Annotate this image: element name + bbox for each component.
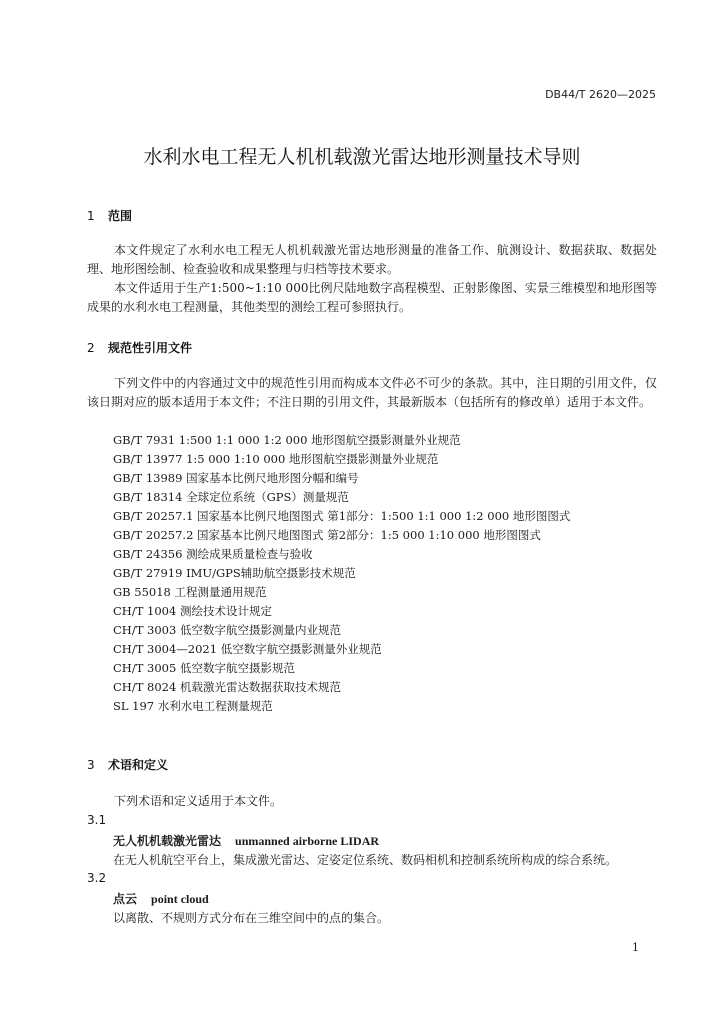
section-title: 术语和定义 bbox=[108, 758, 169, 772]
section-heading-normative bbox=[87, 339, 192, 356]
term-number: 3.2 bbox=[87, 871, 107, 885]
term-chinese: 点云 bbox=[113, 892, 138, 906]
term-definition: 以离散、不规则方式分布在三维空间中的点的集合。 bbox=[113, 911, 390, 925]
reference-item: CH/T 3003 低空数字航空摄影测量内业规范 bbox=[113, 623, 341, 637]
section-number: 1 bbox=[87, 209, 95, 223]
scope-paragraph-1: 本文件规定了水利水电工程无人机机载激光雷达地形测量的准备工作、航测设计、数据获取、数据处理、地形图绘制、检查验收和成果整理与归档等技术要求。 bbox=[87, 243, 657, 276]
section-number: 2 bbox=[87, 341, 95, 355]
reference-item: GB/T 13989 国家基本比例尺地形图分幅和编号 bbox=[113, 471, 359, 485]
reference-item: CH/T 3004—2021 低空数字航空摄影测量外业规范 bbox=[113, 642, 382, 656]
normative-intro: 下列文件中的内容通过文中的规范性引用而构成本文件必不可少的条款。其中，注日期的引用文件，仅该日期对应的版本适用于本文件；不注日期的引用文件，其最新版本（包括所有的修改单）适用于本文件。 bbox=[87, 376, 657, 409]
term-chinese: 无人机机载激光雷达 bbox=[113, 834, 222, 848]
reference-item: GB/T 18314 全球定位系统（GPS）测量规范 bbox=[113, 490, 349, 504]
reference-item: CH/T 8024 机载激光雷达数据获取技术规范 bbox=[113, 680, 341, 694]
term-english: unmanned airborne LIDAR bbox=[235, 834, 380, 848]
scope-paragraph-2: 本文件适用于生产1:500~1:10 000比例尺陆地数字高程模型、正射影像图、实景三维模型和地形图等成果的水利水电工程测量，其他类型的测绘工程可参照执行。 bbox=[87, 281, 657, 314]
term-english: point cloud bbox=[151, 892, 209, 906]
section-title: 规范性引用文件 bbox=[108, 341, 193, 355]
reference-item: GB/T 20257.1 国家基本比例尺地图图式 第1部分：1:500 1:1 000 1:2 000 地形图图式 bbox=[113, 509, 571, 523]
terms-intro: 下列术语和定义适用于本文件。 bbox=[114, 794, 283, 808]
page-number: 1 bbox=[632, 941, 639, 954]
document-title: 水利水电工程无人机机载激光雷达地形测量技术导则 bbox=[143, 146, 581, 168]
reference-item: GB 55018 工程测量通用规范 bbox=[113, 585, 267, 599]
reference-item: CH/T 1004 测绘技术设计规定 bbox=[113, 604, 272, 618]
reference-item: GB/T 27919 IMU/GPS辅助航空摄影技术规范 bbox=[113, 566, 356, 580]
section-heading-terms bbox=[87, 756, 168, 773]
reference-item: CH/T 3005 低空数字航空摄影规范 bbox=[113, 661, 295, 675]
term-definition: 在无人机航空平台上，集成激光雷达、定姿定位系统、数码相机和控制系统所构成的综合系统。 bbox=[113, 853, 618, 867]
reference-item: GB/T 13977 1:5 000 1:10 000 地形图航空摄影测量外业规范 bbox=[113, 452, 439, 466]
term-title bbox=[113, 890, 209, 907]
reference-item: SL 197 水利水电工程测量规范 bbox=[113, 699, 273, 713]
reference-item: GB/T 20257.2 国家基本比例尺地图图式 第2部分：1:5 000 1:10 000 地形图图式 bbox=[113, 528, 541, 542]
standard-code: DB44/T 2620—2025 bbox=[545, 88, 656, 101]
section-title: 范围 bbox=[108, 209, 133, 223]
reference-item: GB/T 7931 1:500 1:1 000 1:2 000 地形图航空摄影测量外业规范 bbox=[113, 433, 461, 447]
reference-item: GB/T 24356 测绘成果质量检查与验收 bbox=[113, 547, 313, 561]
term-title bbox=[113, 832, 379, 849]
section-heading-scope bbox=[87, 207, 132, 224]
term-number: 3.1 bbox=[87, 813, 107, 827]
section-number: 3 bbox=[87, 758, 95, 772]
